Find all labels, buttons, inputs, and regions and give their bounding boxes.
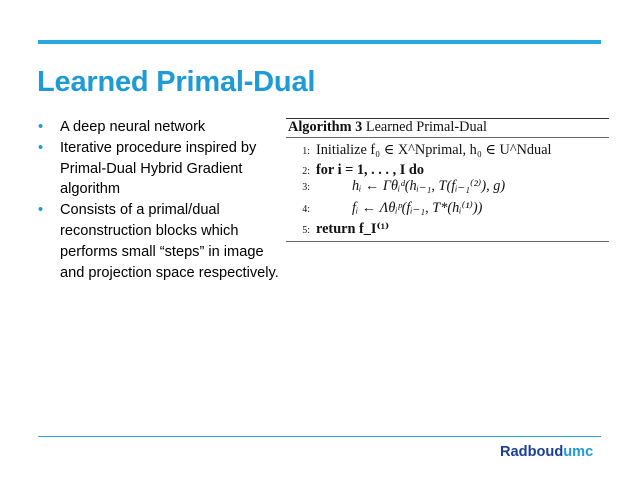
algorithm-header bbox=[288, 119, 487, 136]
line-text: fᵢ ← Λθᵢᵖ(fᵢ₋₁, T*(hᵢ⁽¹⁾)) bbox=[352, 200, 483, 216]
algorithm-line bbox=[286, 221, 389, 238]
algorithm-line bbox=[286, 178, 505, 195]
algorithm-line bbox=[286, 162, 424, 179]
bullet-dot-icon: • bbox=[38, 119, 44, 135]
line-text: hᵢ ← Γθᵢᵈ(hᵢ₋₁, T(fᵢ₋₁⁽²⁾), g) bbox=[352, 178, 506, 194]
algorithm-bottom-rule bbox=[286, 241, 609, 242]
bullet-item: • A deep neural network bbox=[38, 117, 288, 138]
algorithm-label: Algorithm 3 bbox=[288, 119, 363, 135]
bullet-dot-icon: • bbox=[38, 202, 44, 219]
algorithm-box bbox=[286, 116, 609, 244]
line-text: Initialize f₀ ∈ X^Nprimal, h₀ ∈ U^Ndual bbox=[316, 142, 552, 158]
logo-part-1: Radboud bbox=[500, 444, 564, 460]
radboudumc-logo bbox=[500, 444, 593, 460]
top-divider bbox=[38, 40, 601, 44]
bullet-dot-icon: • bbox=[38, 139, 44, 156]
bottom-divider bbox=[38, 436, 601, 437]
line-text: return f_I⁽¹⁾ bbox=[316, 221, 390, 237]
bullet-item: • Consists of a primal/dual reconstruction blocks which performs small “steps” in image and projection space respectively. bbox=[38, 202, 279, 281]
algorithm-line bbox=[286, 142, 552, 159]
logo-part-2: umc bbox=[563, 444, 594, 460]
bullet-item: • Iterative procedure inspired by Primal-Dual Hybrid Gradient algorithm bbox=[38, 139, 257, 198]
line-number: 3: bbox=[302, 182, 310, 193]
slide-title: Learned Primal-Dual bbox=[37, 66, 316, 98]
algorithm-name: Learned Primal-Dual bbox=[365, 119, 487, 135]
line-number: 5: bbox=[302, 225, 310, 236]
line-number: 4: bbox=[302, 204, 310, 215]
line-number: 1: bbox=[302, 146, 310, 157]
algorithm-line bbox=[286, 200, 482, 217]
algorithm-header-rule bbox=[286, 137, 609, 138]
line-text: for i = 1, . . . , I do bbox=[316, 162, 424, 178]
bullet-list bbox=[38, 117, 288, 283]
line-number: 2: bbox=[302, 166, 310, 177]
